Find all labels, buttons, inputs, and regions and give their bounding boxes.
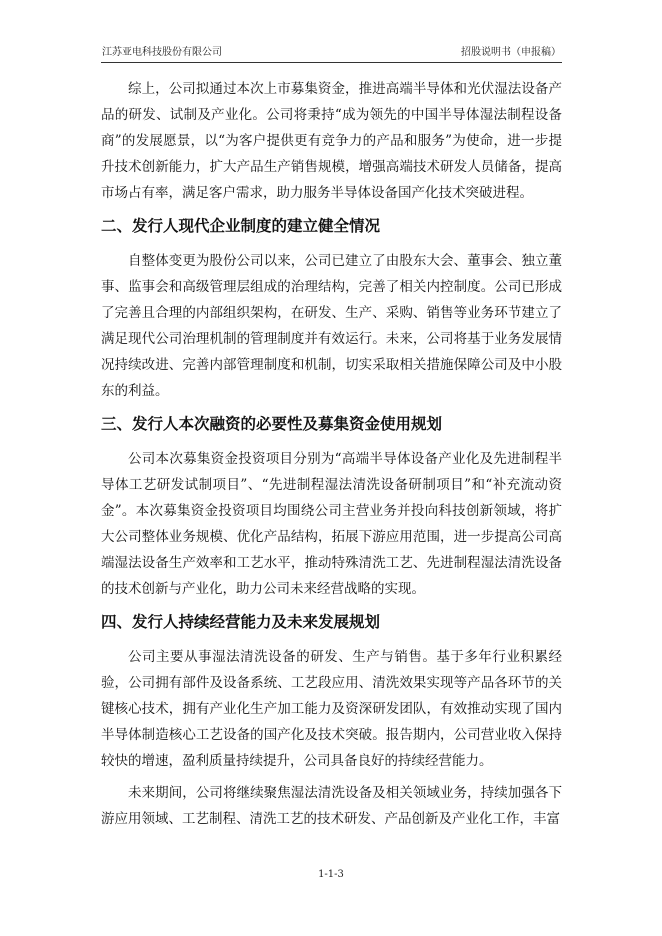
page-header	[101, 46, 562, 63]
section-heading-sustainability: 四、发行人持续经营能力及未来发展规划	[101, 613, 381, 631]
section-heading-financing: 三、发行人本次融资的必要性及募集资金使用规划	[101, 415, 443, 433]
section-heading-governance: 二、发行人现代企业制度的建立健全情况	[101, 217, 381, 235]
page-number: 1-1-3	[318, 869, 344, 880]
financing-paragraph: 公司本次募集资金投资项目分别为“高端半导体设备产业化及先进制程半导体工艺研发试制项目”、“先进制程湿法清洗设备研制项目”和“补充流动资金”。本次募集资金投资项目均围绕公司主营业务并投向科技创新领域，将扩大公司整体业务规模、优化产品结构，拓展下游应用范围，进一步提高公司高端湿法设备生产效率和工艺水平，推动特殊清洗工艺、先进制程湿法清洗设备的技术创新与产业化，助力公司未来经营战略的实现。	[101, 451, 562, 597]
intro-paragraph: 综上，公司拟通过本次上市募集资金，推进高端半导体和光伏湿法设备产品的研发、试制及产业化。公司将秉持“成为领先的中国半导体湿法制程设备商”的发展愿景，以“为客户提供更有竞争力的产品和服务”为使命，进一步提升技术创新能力，扩大产品生产销售规模，增强高端技术研发人员储备，提高市场占有率，满足客户需求，助力服务半导体设备国产化技术突破进程。	[101, 81, 562, 201]
header-company-name: 江苏亚电科技股份有限公司	[102, 47, 222, 58]
sustainability-paragraph-2: 未来期间，公司将继续聚焦湿法清洗设备及相关领域业务，持续加强各下游应用领域、工艺制程、清洗工艺的技术研发、产品创新及产业化工作，丰富	[101, 785, 562, 827]
header-document-title: 招股说明书（申报稿）	[461, 47, 561, 58]
document-body	[101, 76, 562, 832]
governance-paragraph: 自整体变更为股份公司以来，公司已建立了由股东大会、董事会、独立董事、监事会和高级管理层组成的治理结构，完善了相关内控制度。公司已形成了完善且合理的内部组织架构，在研发、生产、采购、销售等业务环节建立了满足现代公司治理机制的管理制度并有效运行。未来，公司将基于业务发展情况持续改进、完善内部管理制度和机制，切实采取相关措施保障公司及中小股东的利益。	[101, 253, 562, 399]
sustainability-paragraph-1: 公司主要从事湿法清洗设备的研发、生产与销售。基于多年行业积累经验，公司拥有部件及设备系统、工艺段应用、清洗效果实现等产品各环节的关键核心技术，拥有产业化生产加工能力及资深研发团队，有效推动实现了国内半导体制造核心工艺设备的国产化及技术突破。报告期内，公司营业收入保持较快的增速，盈利质量持续提升，公司具备良好的持续经营能力。	[101, 649, 562, 769]
